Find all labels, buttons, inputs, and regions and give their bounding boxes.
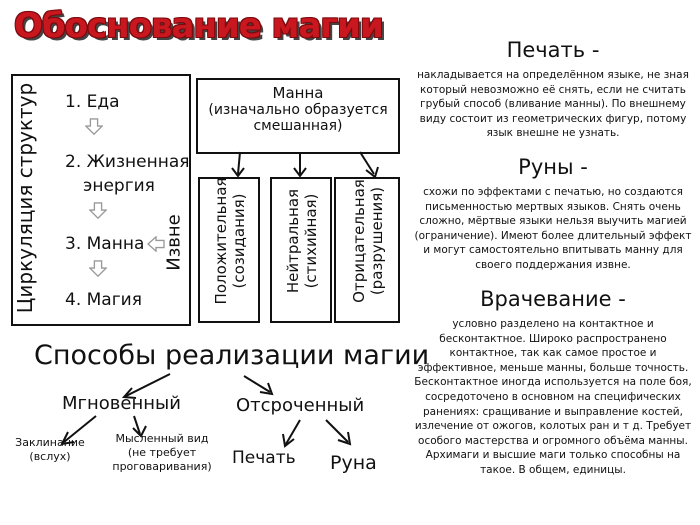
manna-title: Манна bbox=[272, 84, 324, 102]
arrow-down-icon bbox=[89, 260, 107, 278]
healing-text: условно разделено на контактное и бесконтактное. Широко распространено контактное, так как самое простое и эффективное, меньше манны, больше точность. Бесконтактное иногда используется на поле боя, сосредоточено в основном на специфических ранениях: сращивание и выправление костей, излечение от ожогов, колотых ран и т д. Требует особого мастерства и огромного объёма манны. Архимаги и высшие маги только способны на такое. В общем, единицы. bbox=[414, 318, 692, 476]
circulation-side-label: Циркуляция структур bbox=[13, 82, 37, 314]
arrow-down-icon bbox=[89, 202, 107, 220]
mental-form bbox=[112, 432, 212, 474]
step-food: 1. Еда bbox=[65, 92, 120, 112]
method-rune: Руна bbox=[330, 452, 377, 474]
runes-heading: Руны - bbox=[518, 155, 588, 179]
step-manna: 3. Манна bbox=[65, 234, 145, 254]
arrow-left-icon bbox=[147, 236, 165, 252]
manna-type-positive-line1: Положительная bbox=[212, 177, 230, 305]
method-seal: Печать bbox=[232, 448, 296, 468]
manna-box bbox=[196, 78, 400, 154]
page-title: Обоснование магии bbox=[14, 6, 383, 46]
methods-title: Способы реализации магии bbox=[34, 340, 430, 371]
spell-line2: (вслух) bbox=[29, 450, 71, 463]
spell-line1: Заклинание bbox=[15, 436, 85, 449]
step-life-energy-2: энергия bbox=[83, 176, 155, 196]
manna-type-neutral-line1: Нейтральная bbox=[284, 188, 302, 294]
mental-line2: (не требует bbox=[127, 446, 197, 459]
manna-subtitle-1: (изначально образуется bbox=[208, 102, 388, 118]
manna-type-neutral-line2: (стихийная) bbox=[302, 193, 320, 289]
method-instant: Мгновенный bbox=[62, 393, 181, 414]
seal-text: накладывается на определённом языке, не зная который невозможно её снять, если не считать грубый способ (вливание манны). По внешнему виду состоит из геометрических фигур, потому язык внешне не узнать. bbox=[417, 69, 689, 140]
spell-aloud bbox=[14, 436, 86, 464]
seal-heading: Печать - bbox=[506, 38, 600, 62]
arrow-down-icon bbox=[85, 118, 103, 136]
manna-type-positive bbox=[198, 177, 260, 323]
manna-subtitle-2: смешанная) bbox=[253, 118, 343, 134]
manna-type-negative-line2: (разрушения) bbox=[368, 186, 386, 296]
mental-line3: проговаривания) bbox=[112, 460, 212, 473]
runes-text: схожи по эффектами с печатью, но создаются письменностью мертвых языков. Снять очень сложно, мёртвые языки нельзя выучить магией (ограничение). Имеют более длительный эффект и могут самостоятельно впитывать манну для своего поддержания извне. bbox=[414, 186, 692, 271]
step-magic: 4. Магия bbox=[65, 290, 142, 310]
manna-type-positive-line2: (созидания) bbox=[230, 193, 248, 289]
external-label: Извне bbox=[163, 214, 185, 271]
manna-type-negative bbox=[334, 177, 400, 323]
healing-heading: Врачевание - bbox=[480, 287, 626, 311]
manna-type-negative-line1: Отрицательная bbox=[350, 179, 368, 303]
step-life-energy-1: 2. Жизненная bbox=[65, 152, 190, 172]
method-deferred: Отсроченный bbox=[236, 395, 365, 416]
circulation-box bbox=[11, 74, 191, 326]
manna-type-neutral bbox=[270, 177, 332, 323]
mental-line1: Мысленный вид bbox=[115, 432, 209, 445]
